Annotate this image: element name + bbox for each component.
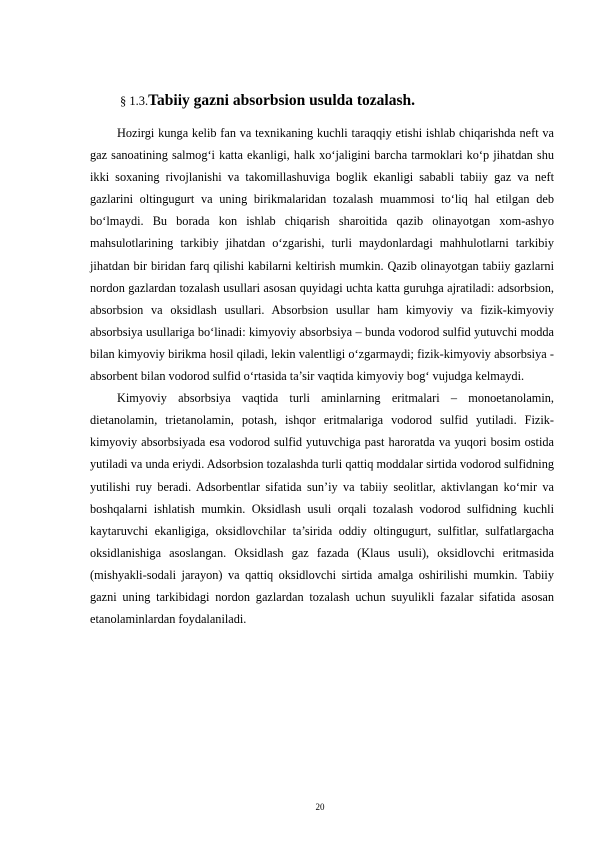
section-title: Tabiiy gazni absorbsion usulda tozalash. bbox=[148, 92, 416, 109]
paragraph: Hozirgi kunga kelib fan va texnikaning kuchli taraqqiy etishi ishlab chiqarishda neft va gaz sanoatining salmog‘i katta ekanligi, halk xo‘jaligini barcha tarmoklari ko‘p jihatdan shu ikki soxaning rivojlanishi va takomillashuviga boglik ekanligi sababli tabiiy gaz va neft gazlarini oltingugurt va uning birikmalaridan tozalash muammosi to‘liq hal etilgan deb bo‘lmaydi. Bu borada kon ishlab chiqarish sharoitida qazib olinayotgan xom-ashyo mahsulotlarining tarkibiy jihatdan o‘zgarishi, turli maydonlardagi mahhulotlarni tarkibiy jihatdan bir biridan farq qilishi kabilarni keltirish mumkin. Qazib olinayotgan tabiiy gazlarni nordon gazlardan tozalash usullari asosan quyidagi uchta katta guruhga ajratiladi: adsorbsion, absorbsion va oksidlash usullari. Absorbsion usullar ham kimyoviy va fizik-kimyoviy absorbsiya usullariga bo‘linadi: kimyoviy absorbsiya – bunda vodorod sulfid yutuvchi modda bilan kimyoviy birikma hosil qiladi, lekin valentligi o‘zgarmaydi; fizik-kimyoviy absorbsiya - absorbent bilan vodorod sulfid o‘rtasida ta’sir vaqtida kimyoviy bog‘ vujudga kelmaydi. bbox=[90, 126, 554, 384]
body-text bbox=[90, 122, 554, 630]
section-number: § 1.3. bbox=[120, 94, 149, 108]
paragraph: Kimyoviy absorbsiya vaqtida turli aminlarning eritmalari – monoetanolamin, dietanolamin, trietanolamin, potash, ishqor eritmalariga vodorod sulfid yutiladi. Fizik-kimyoviy absorbsiyada esa vodorod sulfid yutuvchiga past haroratda va yuqori bosim ostida yutiladi va unda eriydi. Adsorbsion tozalashda turli qattiq moddalar sirtida vodorod sulfidning yutilishi ruy beradi. Adsorbentlar sifatida sun’iy va tabiiy seolitlar, aktivlangan ko‘mir va boshqalarni ishlatish mumkin. Oksidlash usuli orqali tozalash vodorod sulfidning kuchli kaytaruvchi ekanligiga, oksidlovchilar ta’sirida oddiy oltingugurt, sulfitlar, sulfatlargacha oksidlanishiga asoslangan. Oksidlash gaz fazada (Klaus usuli), oksidlovchi eritmasida (mishyakli-sodali jarayon) va qattiq oksidlovchi sirtida amalga oshirilishi mumkin. Tabiiy gazni uning tarkibidagi nordon gazlardan tozalash uchun suyulikli fazalar sifatida asosan etanolaminlardan foydalaniladi. bbox=[90, 391, 554, 627]
section-heading bbox=[120, 91, 560, 111]
page-number: 20 bbox=[315, 802, 325, 812]
